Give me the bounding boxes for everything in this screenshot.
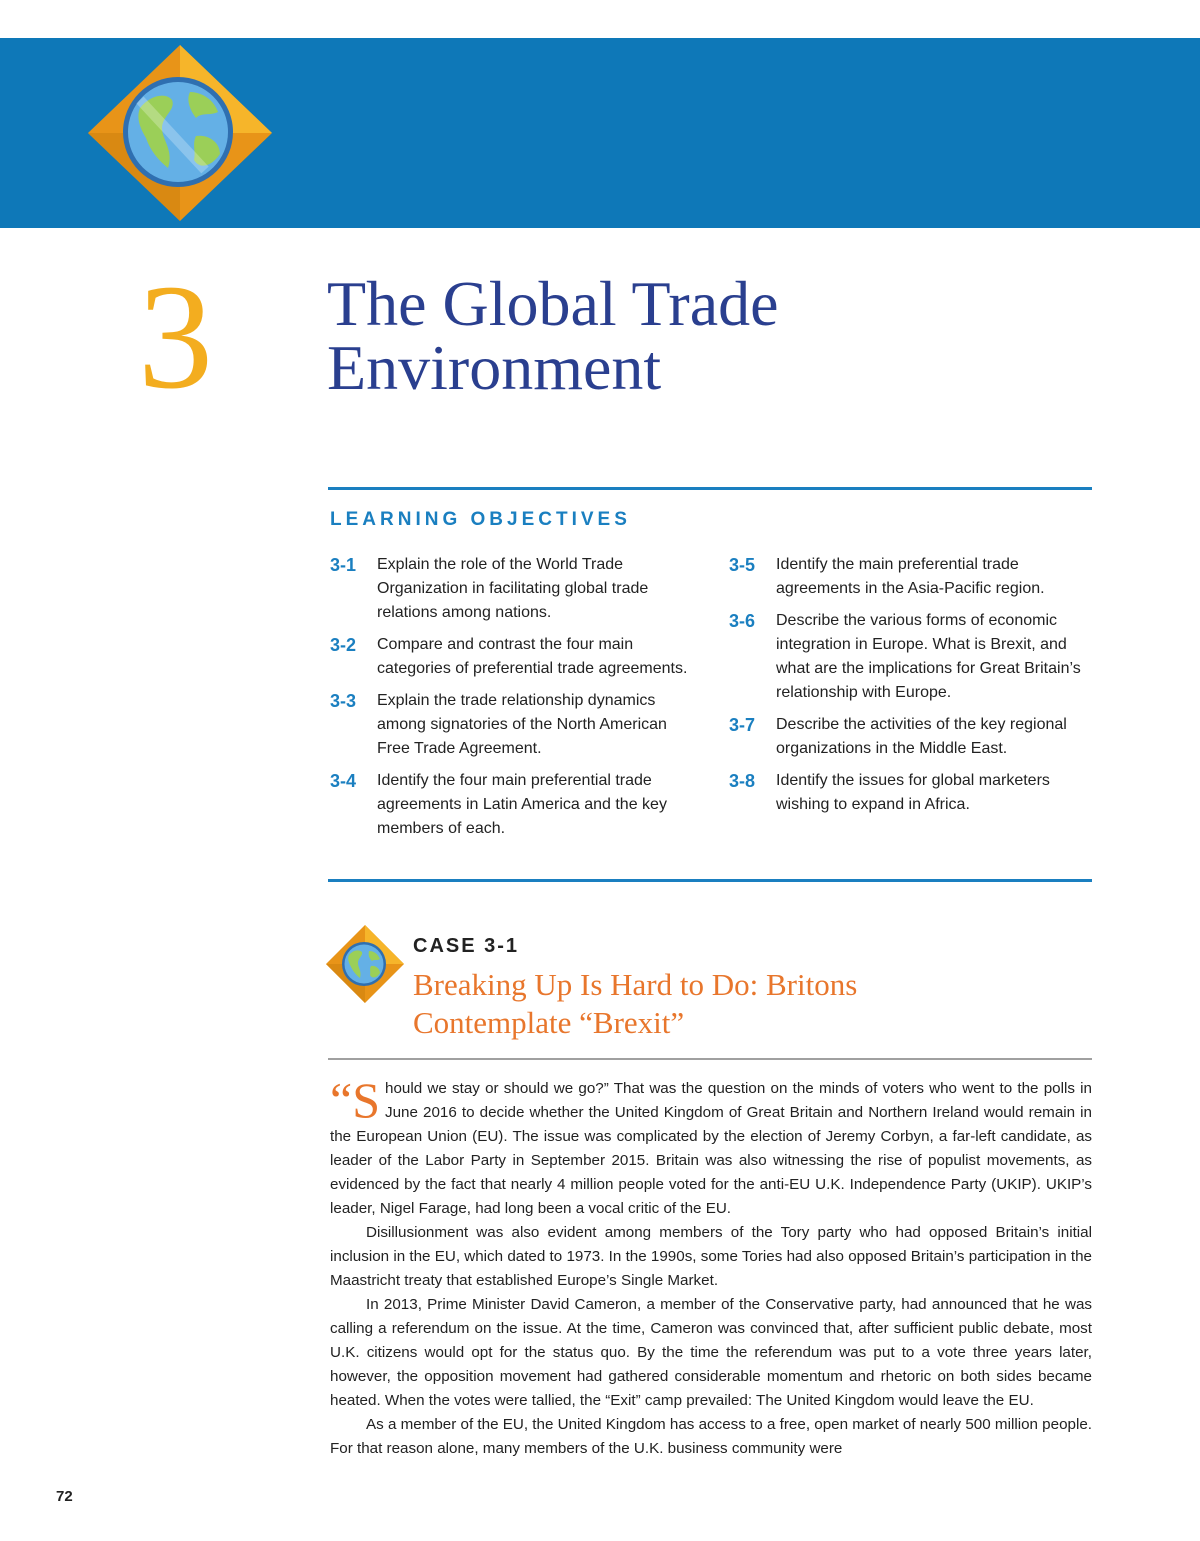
case-paragraph-1 bbox=[330, 1072, 1092, 1221]
objectives-bottom-rule bbox=[328, 879, 1092, 882]
objective-3-6 bbox=[729, 609, 1092, 705]
case-paragraph-4: As a member of the EU, the United Kingdom has access to a free, open market of nearly 500 million people. For that reason alone, many members of the U.K. business community were bbox=[330, 1416, 1093, 1457]
drop-cap: “S bbox=[330, 1072, 380, 1128]
objectives-right-column bbox=[729, 553, 1092, 825]
case-rule bbox=[328, 1058, 1092, 1060]
objective-text: Identify the four main preferential trade agreements in Latin America and the key members of each. bbox=[377, 772, 667, 837]
objective-text: Explain the trade relationship dynamics among signatories of the North American Free Trade Agreement. bbox=[377, 692, 667, 757]
globe-diamond-icon bbox=[322, 920, 408, 1010]
objective-number: 3-7 bbox=[729, 715, 756, 735]
case-label: CASE 3-1 bbox=[413, 935, 520, 957]
page-number: 72 bbox=[56, 1488, 73, 1505]
globe-diamond-icon bbox=[0, 0, 300, 260]
objective-3-5 bbox=[729, 553, 1092, 601]
objective-number: 3-6 bbox=[729, 611, 756, 631]
objective-number: 3-1 bbox=[330, 555, 357, 575]
objectives-left-column bbox=[330, 553, 700, 849]
objective-3-7 bbox=[729, 713, 1092, 761]
case-paragraph-2: Disillusionment was also evident among members of the Tory party who had opposed Britain’s initial inclusion in the EU, which dated to 1973. In the 1990s, some Tories had also opposed Britain’s participation in the Maastricht treaty that established Europe’s Single Market. bbox=[330, 1224, 1092, 1289]
objective-text: Compare and contrast the four main categories of preferential trade agreements. bbox=[377, 636, 688, 677]
learning-objectives-heading: LEARNING OBJECTIVES bbox=[330, 509, 631, 530]
objective-3-1 bbox=[330, 553, 700, 625]
chapter-number: 3 bbox=[138, 254, 213, 420]
objective-3-8 bbox=[729, 769, 1092, 817]
objective-number: 3-5 bbox=[729, 555, 756, 575]
objective-text: Identify the main preferential trade agreements in the Asia-Pacific region. bbox=[776, 556, 1045, 597]
objective-number: 3-8 bbox=[729, 771, 756, 791]
case-title-line-1: Breaking Up Is Hard to Do: Britons bbox=[413, 967, 858, 1002]
objective-number: 3-4 bbox=[330, 771, 357, 791]
objective-3-4 bbox=[330, 769, 700, 841]
objectives-top-rule bbox=[328, 487, 1092, 490]
objective-text: Identify the issues for global marketers wishing to expand in Africa. bbox=[776, 772, 1050, 813]
case-title-line-2: Contemplate “Brexit” bbox=[413, 1005, 685, 1040]
chapter-title-line-2: Environment bbox=[327, 332, 662, 403]
case-paragraph-1-text: hould we stay or should we go?” That was the question on the minds of voters who went to the polls in June 2016 to decide whether the United Kingdom of Great Britain and Northern Ireland would remain in the European Union (EU). The issue was complicated by the election of Jeremy Corbyn, a far-left candidate, as leader of the Labor Party in September 2015. Britain was also witnessing the rise of populist movements, as evidenced by the fact that nearly 4 million people voted for the anti-EU U.K. Independence Party (UKIP). UKIP’s leader, Nigel Farage, had long been a vocal critic of the EU. bbox=[330, 1080, 1092, 1217]
objective-text: Describe the activities of the key regional organizations in the Middle East. bbox=[776, 716, 1067, 757]
objective-number: 3-2 bbox=[330, 635, 357, 655]
objective-3-2 bbox=[330, 633, 700, 681]
case-paragraph-3: In 2013, Prime Minister David Cameron, a member of the Conservative party, had announced that he was calling a referendum on the issue. At the time, Cameron was convinced that, after sufficient public debate, most U.K. citizens would opt for the status quo. By the time the referendum was put to a vote three years later, however, the opposition movement had gathered considerable momentum and rhetoric on both sides became heated. When the votes were tallied, the “Exit” camp prevailed: The United Kingdom would leave the EU. bbox=[330, 1296, 1092, 1409]
chapter-title bbox=[327, 268, 1087, 403]
case-body bbox=[330, 1072, 1093, 1461]
objective-3-3 bbox=[330, 689, 700, 761]
objective-number: 3-3 bbox=[330, 691, 357, 711]
case-title bbox=[413, 966, 1093, 1042]
objective-text: Explain the role of the World Trade Organization in facilitating global trade relations among nations. bbox=[377, 556, 649, 621]
chapter-title-line-1: The Global Trade bbox=[327, 268, 779, 339]
objective-text: Describe the various forms of economic integration in Europe. What is Brexit, and what are the implications for Great Britain’s relationship with Europe. bbox=[776, 612, 1081, 701]
